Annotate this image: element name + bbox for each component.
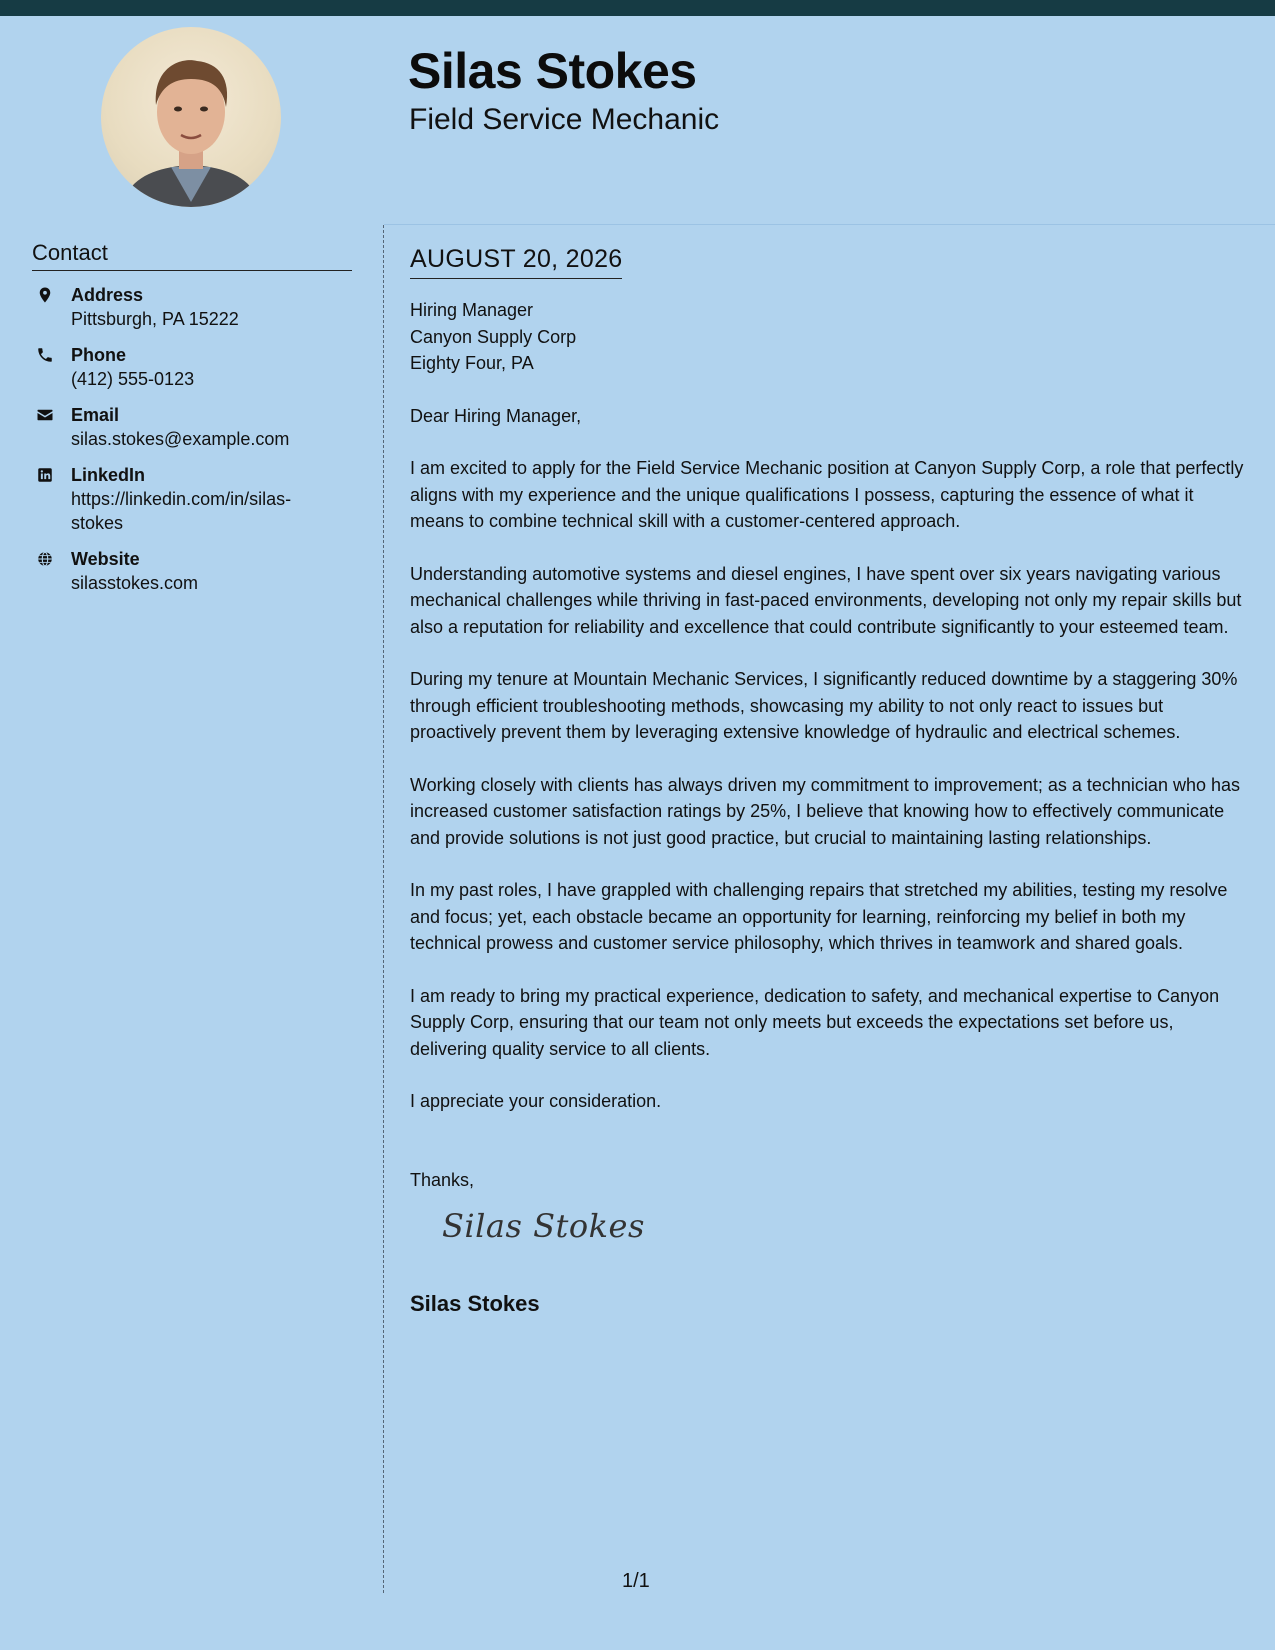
- closing: Thanks,: [410, 1169, 475, 1190]
- linkedin-value: https://linkedin.com/in/silas-stokes: [71, 489, 292, 533]
- phone-label: Phone: [71, 345, 127, 365]
- page-number: 1/1: [622, 1570, 650, 1592]
- paragraph-3: During my tenure at Mountain Mechanic Services, I significantly reduced downtime by a staggering 30% through efficient troubleshooting methods, showcasing my ability to not only react to issues but proactively prevent them by leveraging extensive knowledge of hydraulic and electrical schemes.: [410, 669, 1238, 742]
- envelope-icon: [36, 406, 54, 424]
- website-value: silasstokes.com: [71, 573, 199, 593]
- column-divider: [383, 225, 384, 1593]
- recipient-name: Hiring Manager: [410, 300, 534, 320]
- signed-name: Silas Stokes: [410, 1291, 540, 1316]
- job-title: Field Service Mechanic: [409, 103, 720, 136]
- letter-body: [410, 242, 1250, 1318]
- contact-email: [32, 403, 352, 451]
- paragraph-2: Understanding automotive systems and diesel engines, I have spent over six years navigating various mechanical challenges while thriving in fast-paced environments, developing not only my repair skills but also a reputation for reliability and excellence that could contribute significantly to your esteemed team.: [410, 563, 1242, 637]
- linkedin-label: LinkedIn: [71, 465, 146, 485]
- phone-icon: [36, 346, 54, 364]
- salutation: Dear Hiring Manager,: [410, 405, 582, 426]
- header-divider: [384, 224, 1275, 225]
- email-value: silas.stokes@example.com: [71, 429, 290, 449]
- address-label: Address: [71, 285, 144, 305]
- linkedin-icon: [36, 466, 54, 484]
- contact-address: [32, 283, 352, 331]
- recipient-block: [410, 297, 1250, 377]
- phone-value: (412) 555-0123: [71, 369, 195, 389]
- paragraph-6: I am ready to bring my practical experience, dedication to safety, and mechanical expertise to Canyon Supply Corp, ensuring that our team not only meets but exceeds the expectations set before us, delivering quality service to all clients.: [410, 985, 1220, 1059]
- map-pin-icon: [36, 286, 54, 304]
- letter-date: AUGUST 20, 2026: [410, 242, 622, 279]
- contact-linkedin: [32, 463, 352, 535]
- address-value: Pittsburgh, PA 15222: [71, 309, 239, 329]
- recipient-location: Eighty Four, PA: [410, 353, 534, 373]
- contact-phone: [32, 343, 352, 391]
- paragraph-4: Working closely with clients has always driven my commitment to improvement; as a technician who has increased customer satisfaction ratings by 25%, I believe that knowing how to effectively communicate and provide solutions is not just good practice, but crucial to maintaining lasting relationships.: [410, 774, 1240, 848]
- contact-heading: Contact: [32, 240, 352, 271]
- contact-website: [32, 547, 352, 595]
- profile-photo: [101, 27, 281, 207]
- applicant-name: Silas Stokes: [408, 43, 697, 99]
- paragraph-1: I am excited to apply for the Field Service Mechanic position at Canyon Supply Corp, a role that perfectly aligns with my experience and the unique qualifications I possess, capturing the essence of what it means to combine technical skill with a customer-centered approach.: [410, 458, 1244, 531]
- paragraph-5: In my past roles, I have grappled with challenging repairs that stretched my abilities, testing my resolve and focus; yet, each obstacle became an opportunity for learning, reinforcing my belief in both my technical prowess and customer service philosophy, which thrives in teamwork and shared goals.: [410, 880, 1228, 953]
- paragraph-7: I appreciate your consideration.: [410, 1091, 662, 1111]
- email-label: Email: [71, 405, 120, 425]
- signature-image: [442, 1207, 1250, 1271]
- top-bar: [0, 0, 1275, 16]
- contact-sidebar: [32, 240, 352, 595]
- recipient-company: Canyon Supply Corp: [410, 326, 577, 347]
- globe-icon: [36, 550, 54, 568]
- website-label: Website: [71, 549, 140, 569]
- signature: Silas Stokes: [442, 1207, 645, 1245]
